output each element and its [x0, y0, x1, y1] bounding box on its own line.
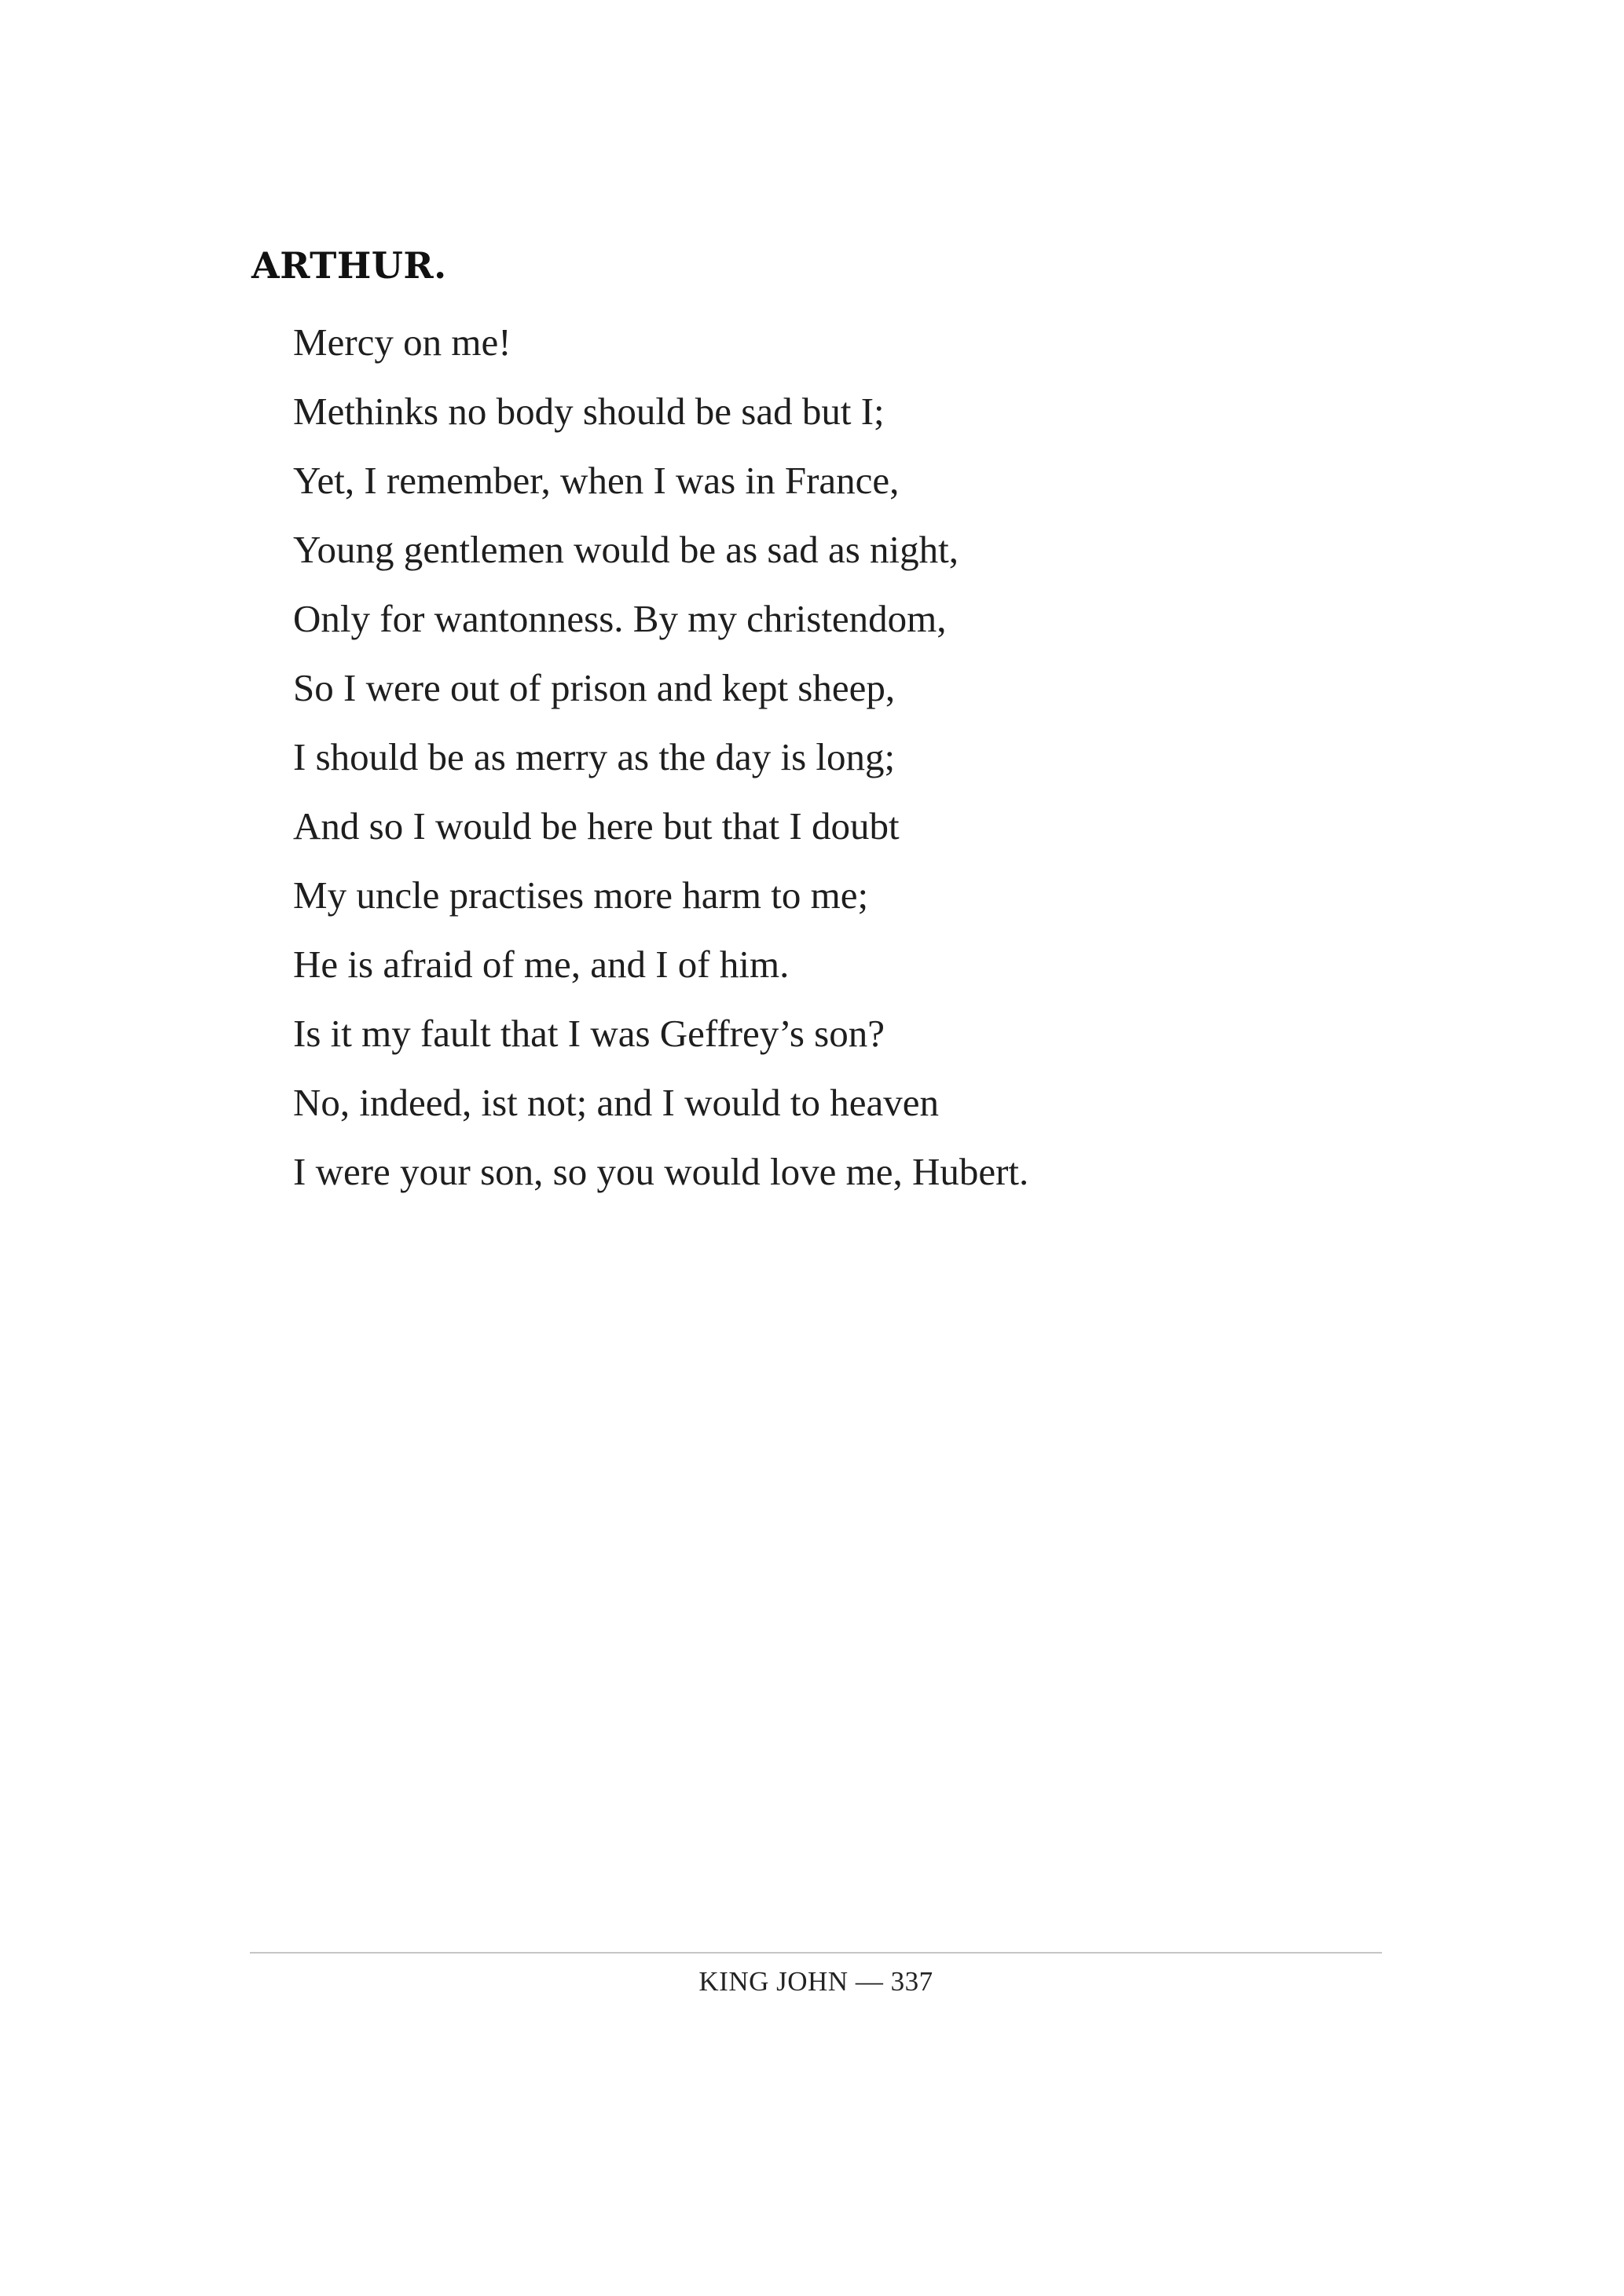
verse-line: Methinks no body should be sad but I;	[293, 390, 885, 433]
page-footer: KING JOHN — 337	[698, 1966, 933, 1997]
verse-line: So I were out of prison and kept sheep,	[293, 666, 896, 709]
verse-line: Young gentlemen would be as sad as night,	[293, 528, 959, 571]
verse-line: My uncle practises more harm to me;	[293, 873, 869, 917]
verse-line: Is it my fault that I was Geffrey’s son?	[293, 1012, 885, 1055]
verse-line: Only for wantonness. By my christendom,	[293, 597, 947, 640]
verse-block	[293, 308, 1028, 1207]
verse-line: He is afraid of me, and I of him.	[293, 943, 790, 986]
verse-line: No, indeed, ist not; and I would to heaven	[293, 1081, 939, 1124]
speaker-name: ARTHUR.	[251, 244, 447, 287]
verse-line: I should be as merry as the day is long;	[293, 735, 896, 778]
verse-line: Mercy on me!	[293, 320, 511, 364]
verse-line: And so I would be here but that I doubt	[293, 804, 900, 848]
verse-line: I were your son, so you would love me, Hubert.	[293, 1150, 1029, 1193]
footer-divider	[250, 1952, 1382, 1954]
verse-line: Yet, I remember, when I was in France,	[293, 459, 900, 502]
